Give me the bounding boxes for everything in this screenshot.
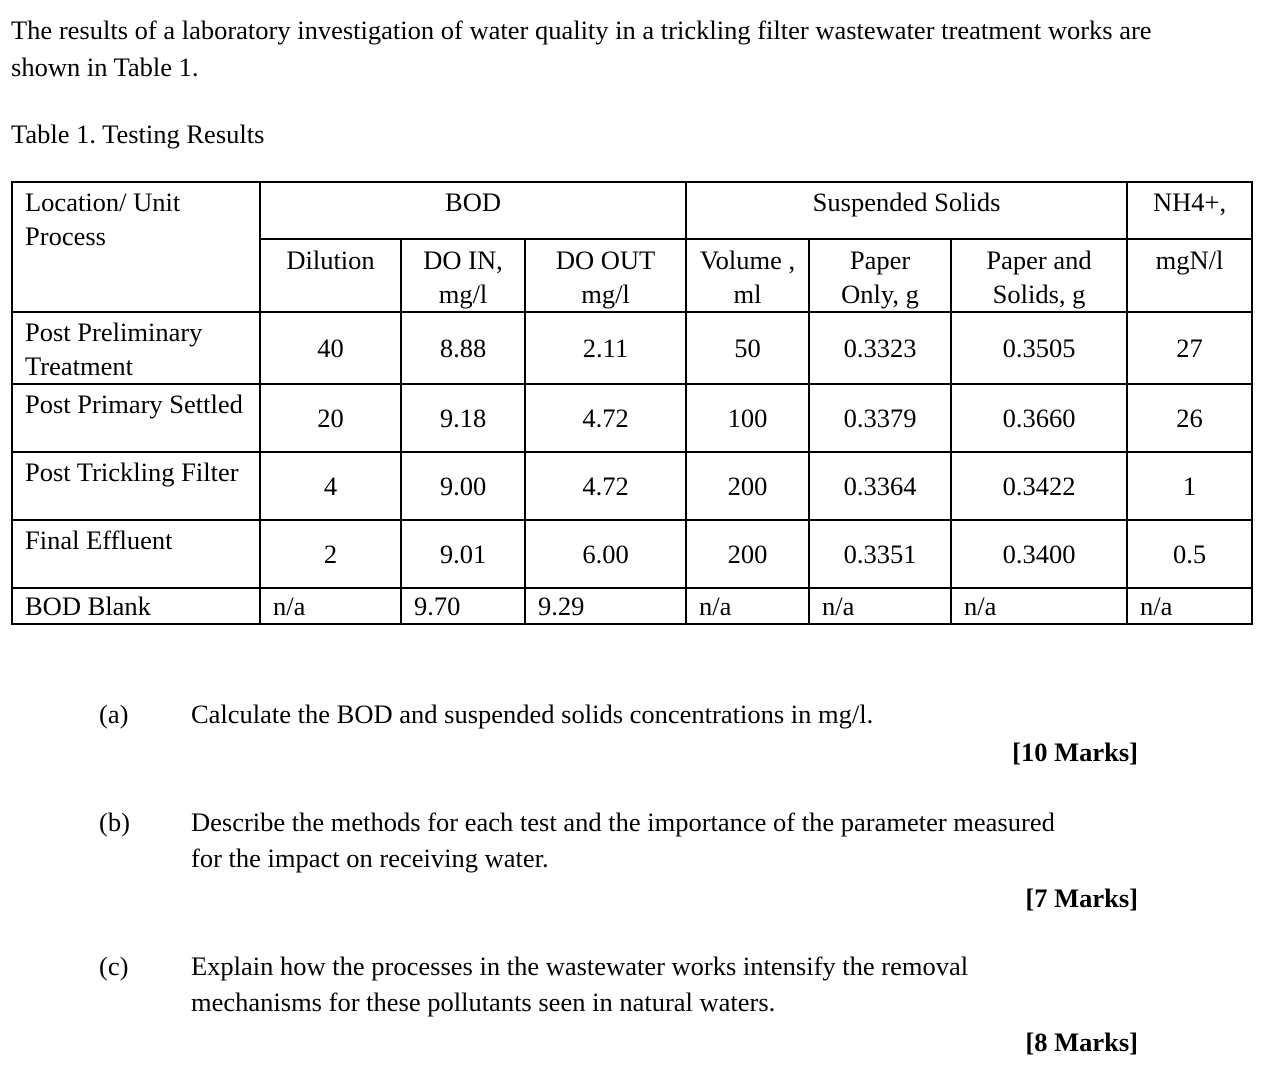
do-out-cell: 2.11: [525, 312, 686, 384]
location-header: [12, 182, 260, 312]
bod-header: BOD: [260, 182, 686, 239]
results-table: [11, 181, 1253, 625]
nh4-cell: 0.5: [1127, 520, 1252, 588]
paper-only-cell: 0.3351: [809, 520, 951, 588]
paper-solids-cell: 0.3505: [951, 312, 1127, 384]
volume-cell: 200: [686, 452, 809, 520]
location-cell: Final Effluent: [12, 520, 260, 588]
intro-paragraph: The results of a laboratory investigation of water quality in a trickling filter wastewater treatment works are shown in Table 1.: [11, 15, 1152, 82]
question-text: Describe the methods for each test and the importance of the parameter measured for the impact on receiving water.: [191, 807, 1055, 873]
question-marks: [7 Marks]: [1025, 883, 1138, 913]
do-out-header-text: DO OUT mg/l: [555, 245, 656, 309]
do-out-cell: 9.29: [525, 588, 686, 624]
paper-solids-cell: 0.3400: [951, 520, 1127, 588]
table-row: [12, 312, 1252, 384]
volume-cell: 100: [686, 384, 809, 452]
table-caption: Table 1. Testing Results: [11, 119, 265, 149]
volume-header: [686, 239, 809, 312]
volume-header-text: Volume , ml: [699, 245, 796, 309]
volume-cell: 200: [686, 520, 809, 588]
nh4-unit-header: mgN/l: [1127, 239, 1252, 312]
table-row: [12, 520, 1252, 588]
do-out-cell: 4.72: [525, 384, 686, 452]
dilution-cell: 4: [260, 452, 401, 520]
paper-only-cell: n/a: [809, 588, 951, 624]
nh4-cell: 26: [1127, 384, 1252, 452]
dilution-cell: 20: [260, 384, 401, 452]
volume-cell: 50: [686, 312, 809, 384]
do-in-cell: 9.00: [401, 452, 525, 520]
paper-only-header: [809, 239, 951, 312]
paper-only-header-text: Paper Only, g: [841, 245, 919, 309]
blank-row: [12, 588, 1252, 624]
suspended-solids-header: Suspended Solids: [686, 182, 1127, 239]
paper-only-cell: 0.3323: [809, 312, 951, 384]
table-row: [12, 452, 1252, 520]
do-in-header: [401, 239, 525, 312]
nh4-cell: 1: [1127, 452, 1252, 520]
nh4-header: NH4+,: [1127, 182, 1252, 239]
dilution-cell: 2: [260, 520, 401, 588]
paper-solids-cell: 0.3660: [951, 384, 1127, 452]
nh4-cell: 27: [1127, 312, 1252, 384]
question-label: (c): [99, 951, 129, 981]
location-cell: Post Preliminary Treatment: [12, 312, 260, 384]
dilution-cell: 40: [260, 312, 401, 384]
do-out-cell: 4.72: [525, 452, 686, 520]
question-marks: [8 Marks]: [1025, 1027, 1138, 1057]
paper-solids-header-text: Paper and Solids, g: [986, 245, 1092, 309]
location-cell: BOD Blank: [12, 588, 260, 624]
paper-only-cell: 0.3379: [809, 384, 951, 452]
volume-cell: n/a: [686, 588, 809, 624]
header-row-top: [12, 182, 1252, 239]
paper-solids-cell: n/a: [951, 588, 1127, 624]
location-cell: Post Primary Settled: [12, 384, 260, 452]
question-marks: [10 Marks]: [1012, 737, 1138, 767]
location-header-text: Location/ Unit Process: [25, 187, 181, 251]
nh4-cell: n/a: [1127, 588, 1252, 624]
paper-only-cell: 0.3364: [809, 452, 951, 520]
do-in-cell: 8.88: [401, 312, 525, 384]
paper-solids-cell: 0.3422: [951, 452, 1127, 520]
do-in-cell: 9.18: [401, 384, 525, 452]
paper-solids-header: [951, 239, 1127, 312]
question-label: (a): [99, 699, 129, 729]
question-text: Calculate the BOD and suspended solids concentrations in mg/l.: [191, 699, 874, 729]
do-in-cell: 9.70: [401, 588, 525, 624]
do-in-cell: 9.01: [401, 520, 525, 588]
location-cell: Post Trickling Filter: [12, 452, 260, 520]
table-row: [12, 384, 1252, 452]
dilution-header: Dilution: [260, 239, 401, 312]
question-text: Explain how the processes in the wastewater works intensify the removal mechanisms for these pollutants seen in natural waters.: [191, 951, 969, 1017]
do-out-cell: 6.00: [525, 520, 686, 588]
question-label: (b): [99, 807, 130, 837]
dilution-cell: n/a: [260, 588, 401, 624]
do-out-header: [525, 239, 686, 312]
do-in-header-text: DO IN, mg/l: [423, 245, 503, 309]
